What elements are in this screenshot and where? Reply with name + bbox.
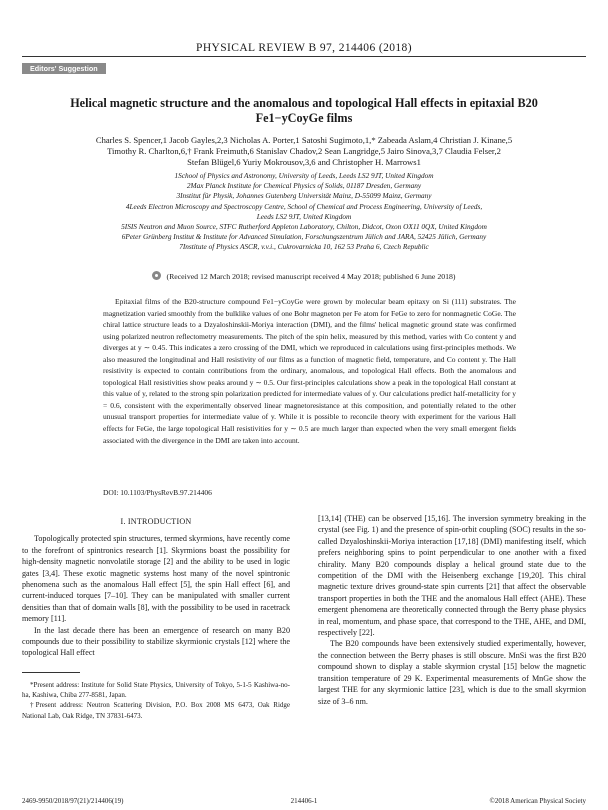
footer-page-number: 214406-1 — [290, 797, 318, 805]
footer-copyright: ©2018 American Physical Society — [489, 797, 586, 805]
intro-paragraph-4: The B20 compounds have been extensively studied experimentally, however, the connection between the Berry phases is still obscure. MnSi was the first B20 compound shown to display a stable skyrmion crystal [15] below the magnetic transition temperature of 29 K. Experimental measurements of MnGe show the largest THE for any skyrmionic lattice [23], which is due to the small skyrmion size of 3–6 nm. — [318, 639, 586, 706]
affiliation-7: 7Institute of Physics ASCR, v.v.i., Cukrovarnicka 10, 162 53 Praha 6, Czech Republic — [179, 242, 429, 252]
title-line-1: Helical magnetic structure and the anomalous and topological Hall effects in epitaxial B20 — [70, 96, 538, 110]
intro-paragraph-3: [13,14] (THE) can be observed [15,16]. The inversion symmetry breaking in the crystal (see Fig. 1) and the presence of spin-orbit coupling (SOC) results in the so-called Dzyaloshinskii-Moriya interaction [17,18] (DMI) manifesting itself, which prefers neighboring spins to point perpendicular to one another with a fixed chirality. Many B20 compounds display a helical ground state due to the competition of the DMI with the Heisenberg exchange [19,20]. This chiral magnetic texture drives ground-state spin currents [21] that affect the observable transport properties in both the THE and the anomalous Hall effect (AHE). These emergent phenomena are theoretically connected through the Berry phase physics in real, momentum, and phase space, that correspond to the THE, AHE, and DMI, respectively [22]. — [318, 514, 586, 638]
footnote-2: †Present address: Neutron Scattering Division, P.O. Box 2008 MS 6473, Oak Ridge National Lab, Oak Ridge, TN 37831-6473. — [22, 701, 290, 720]
authors-line-3: Stefan Blügel,6 Yuriy Mokrousov,3,6 and Christopher H. Marrows1 — [187, 157, 421, 167]
affiliation-3: 3Institut für Physik, Johannes Gutenberg Universität Mainz, D-55099 Mainz, Germany — [176, 191, 432, 201]
section-heading: I. INTRODUCTION — [120, 517, 192, 526]
footer-issn: 2469-9950/2018/97(21)/214406(19) — [22, 797, 124, 805]
crossmark-icon[interactable] — [152, 271, 161, 280]
abstract: Epitaxial films of the B20-structure compound Fe1−yCoyGe were grown by molecular beam epitaxy on Si (111) substrates. The magnetization varied smoothly from the bulklike values of one Bohr magneton per Fe atom for FeGe to zero for nonmagnetic CoGe. The chiral lattice structure leads to a Dzyaloshinskii-Moriya interaction (DMI), and the films' helical magnetic ground state was confirmed using polarized neutron reflectometry measurements. The pitch of the spin helix, measured by this method, varies with Co content y and diverges at y ∼ 0.45. This indicates a zero crossing of the DMI, which we reproduced in calculations using first-principles methods. We also measured the longitudinal and Hall resistivity of our films as a function of magnetic field, temperature, and Co content y. The Hall resistivity is expected to contain contributions from the ordinary, anomalous, and topological Hall effects. Both the anomalous and topological Hall resistivities show peaks around y ∼ 0.5. Our first-principles calculations show a peak in the topological Hall constant at this value of y, related to the strong spin polarization predicted for intermediate values of y. Our calculations predict half-metallicity for y = 0.6, consistent with the experimentally observed linear magnetoresistance at this composition, and potentially related to the other unusual transport properties for intermediate value of y. While it is possible to reconcile theory with experiment for the various Hall effects for FeGe, the large topological Hall resistivities for y ∼ 0.5 are much larger than expected when the very small emergent fields associated with the divergence in the DMI are taken into account. — [103, 297, 516, 445]
affiliation-4: 4Leeds Electron Microscopy and Spectroscopy Centre, School of Chemical and Process Engineering, University of Leeds, — [125, 201, 483, 211]
footnote-1: *Present address: Institute for Solid State Physics, University of Tokyo, 5-1-5 Kashiwa-no-ha, Kashiwa, Chiba 277-8581, Japan. — [22, 680, 290, 700]
affiliation-list — [40, 171, 568, 253]
left-column — [22, 513, 290, 721]
intro-paragraph-1: Topologically protected spin structures, termed skyrmions, have recently come to the forefront of spintronics research [1]. Skyrmions boast the possibility for high-density magnetic nonvolatile storage [2] and the ability to be used in logic gates [3,4]. These exotic magnetic systems host many of the novel spintronic phenomena such as the anomalous Hall effect [5], the spin Hall effect [6], and current-induced torques [7–10]. They can be manipulated with smaller current densities than that of domain walls [8], with the possibility to be used in racetrack memory [11]. — [22, 534, 290, 624]
journal-header: PHYSICAL REVIEW B 97, 214406 (2018) — [196, 42, 412, 54]
authors-line-1: Charles S. Spencer,1 Jacob Gayles,2,3 Nicholas A. Porter,1 Satoshi Sugimoto,1,* Zabeada Aslam,4 Christian J. Kinane,5 — [95, 135, 513, 145]
intro-paragraph-2: In the last decade there has been an emergence of research on many B20 compounds due to their possibility to stabilize skyrmionic crystals [12] where the topological Hall effect — [22, 625, 290, 658]
affiliation-4-cont: Leeds LS2 9JT, United Kingdom — [256, 211, 352, 221]
affiliation-2: 2Max Planck Institute for Chemical Physics of Solids, 01187 Dresden, Germany — [186, 181, 422, 191]
footnote-rule — [22, 672, 80, 673]
doi-link[interactable]: DOI: 10.1103/PhysRevB.97.214406 — [103, 488, 212, 497]
paper-title — [40, 96, 568, 126]
received-dates — [0, 271, 608, 281]
affiliation-1: 1School of Physics and Astronomy, University of Leeds, Leeds LS2 9JT, United Kingdom — [174, 171, 434, 180]
affiliation-6: 6Peter Grünberg Institut & Institute for Advanced Simulation, Forschungszentrum Jülich and JARA, 52425 Jülich, Germany — [121, 232, 487, 242]
affiliation-5: 5ISIS Neutron and Muon Source, STFC Rutherford Appleton Laboratory, Chilton, Didcot, Oxon OX11 0QX, United Kingdom — [121, 222, 487, 232]
editors-suggestion-badge: Editors' Suggestion — [22, 63, 106, 74]
author-list — [30, 135, 578, 168]
title-line-2: Fe1−yCoyGe films — [255, 111, 353, 125]
header-rule — [22, 56, 586, 57]
authors-line-2: Timothy R. Charlton,6,† Frank Freimuth,6 Stanislav Chadov,2 Sean Langridge,5 Jairo Sinova,3,7 Claudia Felser,2 — [107, 146, 501, 156]
received-text: (Received 12 March 2018; revised manuscript received 4 May 2018; published 6 June 2018) — [166, 272, 456, 281]
right-column — [318, 513, 586, 707]
